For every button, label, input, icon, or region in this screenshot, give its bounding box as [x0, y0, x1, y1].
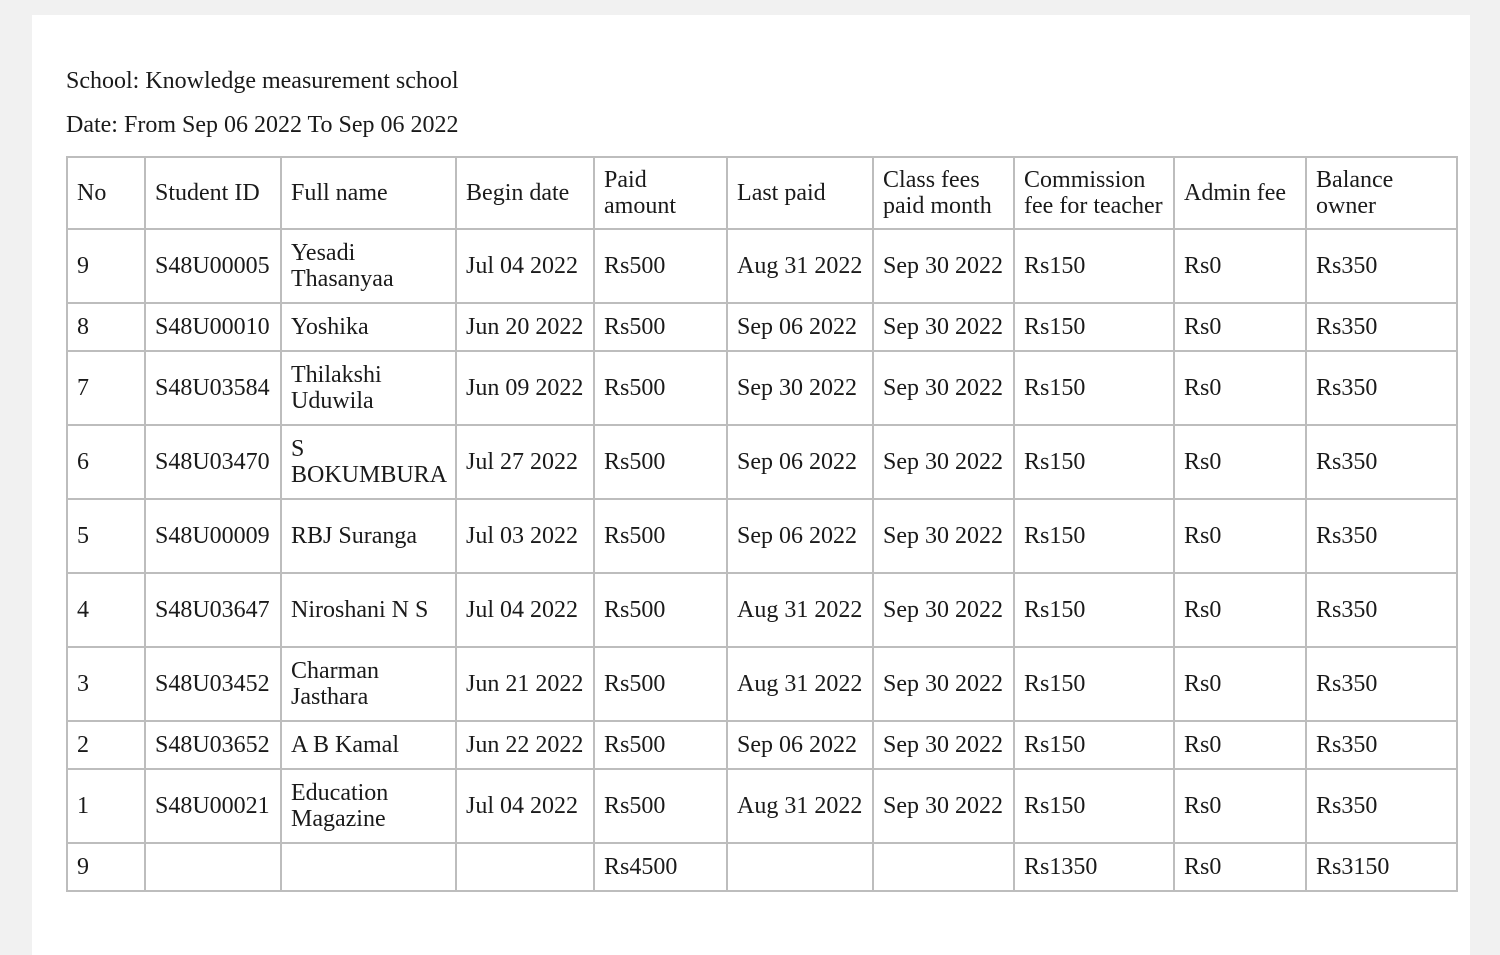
cell-admin-fee: Rs0	[1175, 304, 1307, 352]
cell-admin-fee: Rs0	[1175, 722, 1307, 770]
cell-balance: Rs350	[1307, 770, 1458, 844]
cell-student-id: S48U00005	[146, 230, 282, 304]
cell-student-id: S48U03452	[146, 648, 282, 722]
cell-admin-fee: Rs0	[1175, 648, 1307, 722]
total-balance: Rs3150	[1307, 844, 1458, 892]
cell-full-name	[282, 426, 457, 500]
cell-paid-amount: Rs500	[595, 352, 728, 426]
cell-last-paid: Sep 06 2022	[728, 722, 874, 770]
cell-no: 7	[68, 352, 146, 426]
cell-paid-amount: Rs500	[595, 304, 728, 352]
col-header-no: No	[68, 158, 146, 230]
table-row	[68, 648, 1458, 722]
cell-balance: Rs350	[1307, 500, 1458, 574]
cell-commission: Rs150	[1015, 500, 1175, 574]
cell-commission: Rs150	[1015, 426, 1175, 500]
cell-balance: Rs350	[1307, 426, 1458, 500]
cell-full-name: Niroshani N S	[282, 574, 457, 648]
cell-no: 2	[68, 722, 146, 770]
total-commission: Rs1350	[1015, 844, 1175, 892]
cell-paid-month: Sep 30 2022	[874, 352, 1015, 426]
cell-balance: Rs350	[1307, 230, 1458, 304]
total-count: 9	[68, 844, 146, 892]
cell-no: 8	[68, 304, 146, 352]
cell-no: 6	[68, 426, 146, 500]
cell-student-id: S48U00010	[146, 304, 282, 352]
cell-paid-month: Sep 30 2022	[874, 304, 1015, 352]
report-page	[32, 15, 1470, 955]
cell-paid-month: Sep 30 2022	[874, 574, 1015, 648]
cell-paid-amount: Rs500	[595, 648, 728, 722]
table-header	[68, 158, 1458, 230]
cell-paid-month: Sep 30 2022	[874, 426, 1015, 500]
cell-balance: Rs350	[1307, 722, 1458, 770]
cell-begin-date: Jun 09 2022	[457, 352, 595, 426]
totals-row	[68, 844, 1458, 892]
cell-paid-amount: Rs500	[595, 770, 728, 844]
cell-paid-amount: Rs500	[595, 722, 728, 770]
cell-admin-fee: Rs0	[1175, 500, 1307, 574]
cell-paid-month: Sep 30 2022	[874, 500, 1015, 574]
cell-commission: Rs150	[1015, 352, 1175, 426]
cell-admin-fee: Rs0	[1175, 352, 1307, 426]
cell-last-paid: Aug 31 2022	[728, 574, 874, 648]
cell-begin-date: Jun 21 2022	[457, 648, 595, 722]
table-row	[68, 426, 1458, 500]
cell-no: 3	[68, 648, 146, 722]
col-header-balance: Balance owner	[1307, 158, 1458, 230]
fees-table	[66, 156, 1458, 892]
cell-commission: Rs150	[1015, 230, 1175, 304]
cell-begin-date: Jul 04 2022	[457, 574, 595, 648]
cell-paid-amount: Rs500	[595, 500, 728, 574]
col-header-full-name: Full name	[282, 158, 457, 230]
cell-full-name: Yesadi Thasanyaa	[282, 230, 457, 304]
cell-begin-date: Jun 22 2022	[457, 722, 595, 770]
cell-full-name: Thilakshi Uduwila	[282, 352, 457, 426]
cell-no: 1	[68, 770, 146, 844]
cell-full-name: A B Kamal	[282, 722, 457, 770]
cell-last-paid: Aug 31 2022	[728, 770, 874, 844]
cell-commission: Rs150	[1015, 648, 1175, 722]
cell-no: 9	[68, 230, 146, 304]
cell-admin-fee: Rs0	[1175, 230, 1307, 304]
cell-commission: Rs150	[1015, 770, 1175, 844]
cell-admin-fee: Rs0	[1175, 426, 1307, 500]
col-header-paid-month: Class fees paid month	[874, 158, 1015, 230]
cell-full-name: RBJ Suranga	[282, 500, 457, 574]
cell-last-paid: Sep 06 2022	[728, 304, 874, 352]
cell-last-paid: Sep 06 2022	[728, 426, 874, 500]
cell-begin-date: Jul 27 2022	[457, 426, 595, 500]
col-header-paid-amount: Paid amount	[595, 158, 728, 230]
table-row	[68, 500, 1458, 574]
cell-no: 5	[68, 500, 146, 574]
total-last-paid	[728, 844, 874, 892]
cell-paid-month: Sep 30 2022	[874, 722, 1015, 770]
cell-admin-fee: Rs0	[1175, 770, 1307, 844]
cell-last-paid: Aug 31 2022	[728, 230, 874, 304]
col-header-student-id: Student ID	[146, 158, 282, 230]
cell-full-name: Education Magazine	[282, 770, 457, 844]
cell-paid-month: Sep 30 2022	[874, 648, 1015, 722]
cell-begin-date: Jun 20 2022	[457, 304, 595, 352]
cell-begin-date: Jul 04 2022	[457, 230, 595, 304]
total-begin-date	[457, 844, 595, 892]
table-row	[68, 352, 1458, 426]
cell-student-id: S48U03584	[146, 352, 282, 426]
cell-commission: Rs150	[1015, 574, 1175, 648]
cell-balance: Rs350	[1307, 304, 1458, 352]
cell-student-id: S48U03647	[146, 574, 282, 648]
cell-paid-month: Sep 30 2022	[874, 770, 1015, 844]
cell-balance: Rs350	[1307, 352, 1458, 426]
total-student-id	[146, 844, 282, 892]
table-row	[68, 574, 1458, 648]
header-row	[68, 158, 1458, 230]
table-row	[68, 230, 1458, 304]
cell-paid-amount: Rs500	[595, 426, 728, 500]
cell-admin-fee: Rs0	[1175, 574, 1307, 648]
cell-student-id: S48U00021	[146, 770, 282, 844]
table-body	[68, 230, 1458, 892]
col-header-begin-date: Begin date	[457, 158, 595, 230]
cell-balance: Rs350	[1307, 648, 1458, 722]
cell-student-id: S48U00009	[146, 500, 282, 574]
cell-commission: Rs150	[1015, 304, 1175, 352]
cell-student-id: S48U03470	[146, 426, 282, 500]
col-header-last-paid: Last paid	[728, 158, 874, 230]
cell-paid-amount: Rs500	[595, 230, 728, 304]
date-range: Date: From Sep 06 2022 To Sep 06 2022	[66, 112, 459, 138]
cell-full-name: Yoshika	[282, 304, 457, 352]
total-paid-amount: Rs4500	[595, 844, 728, 892]
full-name-line1: S	[291, 436, 305, 462]
cell-last-paid: Sep 06 2022	[728, 500, 874, 574]
cell-paid-month: Sep 30 2022	[874, 230, 1015, 304]
table-row	[68, 770, 1458, 844]
col-header-admin-fee: Admin fee	[1175, 158, 1307, 230]
cell-student-id: S48U03652	[146, 722, 282, 770]
cell-balance: Rs350	[1307, 574, 1458, 648]
table-row	[68, 304, 1458, 352]
cell-begin-date: Jul 03 2022	[457, 500, 595, 574]
cell-last-paid: Aug 31 2022	[728, 648, 874, 722]
cell-full-name: Charman Jasthara	[282, 648, 457, 722]
cell-last-paid: Sep 30 2022	[728, 352, 874, 426]
total-paid-month	[874, 844, 1015, 892]
full-name-line2: BOKUMBURA	[291, 462, 448, 488]
table-row	[68, 722, 1458, 770]
cell-paid-amount: Rs500	[595, 574, 728, 648]
cell-no: 4	[68, 574, 146, 648]
cell-begin-date: Jul 04 2022	[457, 770, 595, 844]
cell-commission: Rs150	[1015, 722, 1175, 770]
total-admin-fee: Rs0	[1175, 844, 1307, 892]
col-header-commission: Commission fee for teacher	[1015, 158, 1175, 230]
total-full-name	[282, 844, 457, 892]
school-name: School: Knowledge measurement school	[66, 68, 459, 94]
